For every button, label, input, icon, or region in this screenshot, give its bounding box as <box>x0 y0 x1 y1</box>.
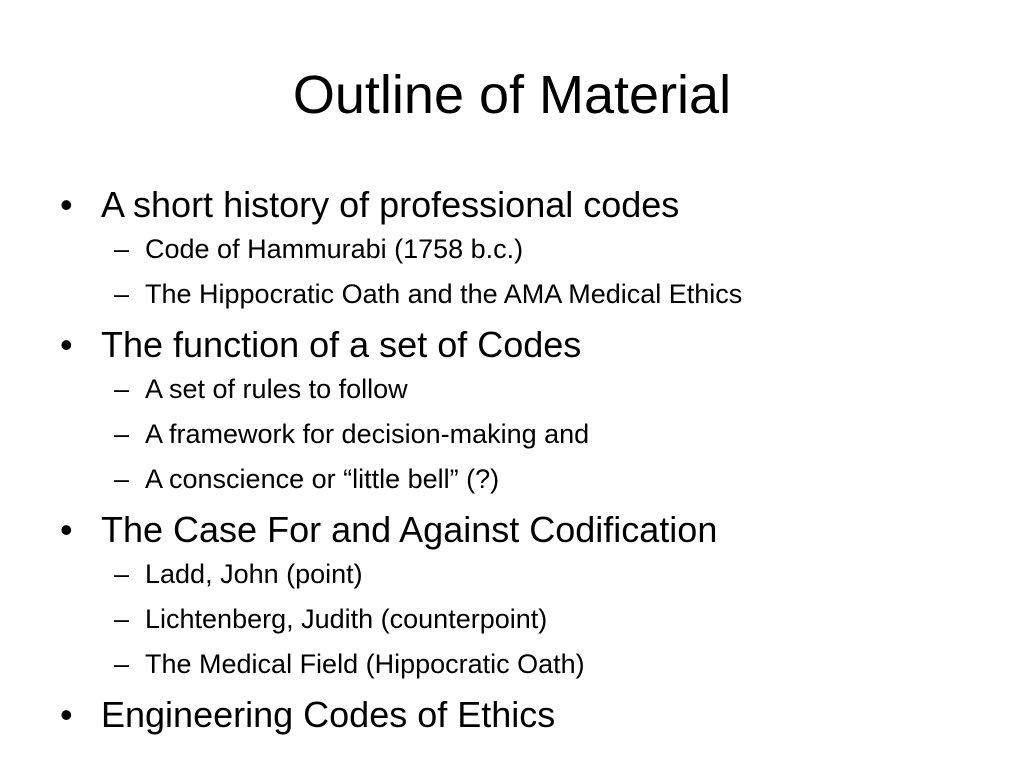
sub-item-text: Ladd, John (point) <box>145 559 363 589</box>
bullet-icon: • <box>60 694 73 735</box>
outline-item-row <box>58 692 998 737</box>
bullet-icon: • <box>60 324 73 365</box>
dash-icon: – <box>114 604 130 634</box>
dash-icon: – <box>114 464 130 494</box>
outline-item-row <box>58 507 998 552</box>
sub-item <box>114 412 998 457</box>
sub-list <box>58 367 998 502</box>
dash-icon: – <box>114 374 130 404</box>
outline-item-row <box>58 322 998 367</box>
sub-item <box>114 367 998 412</box>
sub-item <box>114 227 998 272</box>
dash-icon: – <box>114 279 130 309</box>
outline-item <box>58 692 998 737</box>
sub-item <box>114 272 998 317</box>
dash-icon: – <box>114 559 130 589</box>
sub-item-text: A set of rules to follow <box>145 374 408 404</box>
dash-icon: – <box>114 419 130 449</box>
sub-item-text: A framework for decision-making and <box>145 419 590 449</box>
bullet-icon: • <box>60 184 73 225</box>
outline-item-text: Engineering Codes of Ethics <box>101 694 556 735</box>
outline-item <box>58 182 998 317</box>
sub-item <box>114 642 998 687</box>
dash-icon: – <box>114 649 130 679</box>
sub-item-text: Code of Hammurabi (1758 b.c.) <box>145 234 524 264</box>
sub-item <box>114 552 998 597</box>
outline-item-text: The function of a set of Codes <box>101 324 582 365</box>
dash-icon: – <box>114 234 130 264</box>
sub-item <box>114 597 998 642</box>
outline-item <box>58 507 998 687</box>
sub-item-text: A conscience or “little bell” (?) <box>145 464 500 494</box>
sub-item-text: The Hippocratic Oath and the AMA Medical Ethics <box>145 279 743 309</box>
slide-title: Outline of Material <box>292 65 732 125</box>
sub-list <box>58 552 998 687</box>
sub-item <box>114 457 998 502</box>
outline-item-text: A short history of professional codes <box>101 184 680 225</box>
outline-item-row <box>58 182 998 227</box>
outline-item-text: The Case For and Against Codification <box>101 509 718 550</box>
outline-item <box>58 322 998 502</box>
sub-list <box>58 227 998 317</box>
outline-list <box>58 182 998 737</box>
bullet-icon: • <box>60 509 73 550</box>
sub-item-text: Lichtenberg, Judith (counterpoint) <box>145 604 548 634</box>
sub-item-text: The Medical Field (Hippocratic Oath) <box>145 649 585 679</box>
